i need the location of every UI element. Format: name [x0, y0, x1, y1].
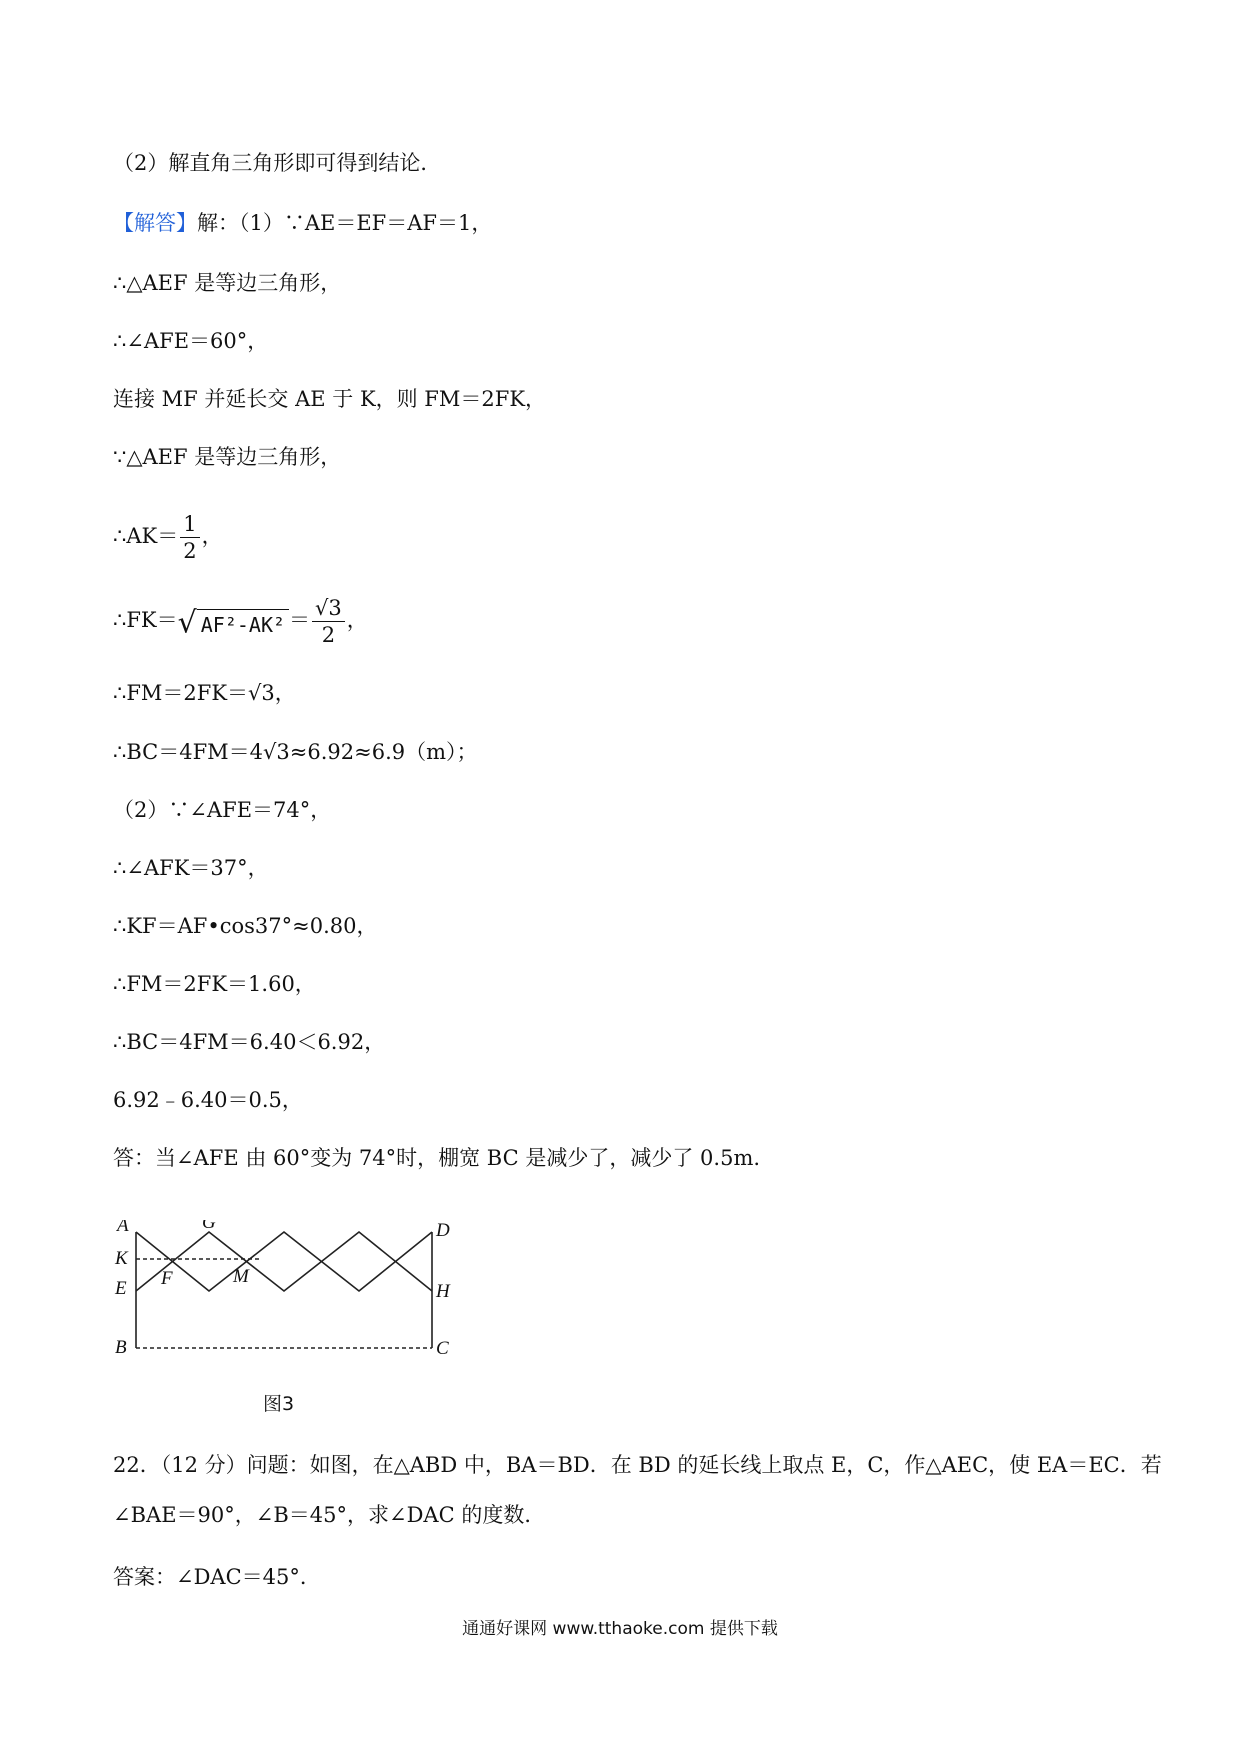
- text-line-10: ∴BC＝4FM＝4√3≈6.92≈6.9（m）；: [113, 740, 478, 764]
- text-line-3: ∴△AEF 是等边三角形，: [113, 271, 342, 295]
- label-B: B: [115, 1337, 127, 1358]
- text-line-4: ∴∠AFE＝60°，: [113, 329, 269, 353]
- radicand: AF²-AK²: [197, 609, 289, 638]
- label-G: G: [202, 1220, 216, 1233]
- label-E: E: [115, 1278, 127, 1299]
- solution-line-1: 解：（1）∵AE＝EF＝AF＝1，: [197, 211, 493, 235]
- label-A: A: [117, 1220, 129, 1236]
- figure-3: [105, 1220, 465, 1424]
- fk-label: ∴FK＝: [113, 608, 178, 632]
- label-H: H: [436, 1281, 450, 1302]
- fraction-denominator: 2: [183, 539, 197, 563]
- square-root: [178, 592, 289, 652]
- label-M: M: [233, 1266, 249, 1287]
- radical-icon: √: [177, 605, 197, 640]
- comma: ，: [201, 524, 223, 548]
- solution-tag: 【解答】: [113, 211, 197, 235]
- label-C: C: [436, 1338, 449, 1359]
- zigzag-lower: [136, 1232, 432, 1291]
- question-22-line-1: 22．（12 分）问题：如图，在△ABD 中，BA＝BD．在 BD 的延长线上取点 E，C，作△AEC，使 EA＝EC．若: [113, 1453, 1162, 1477]
- comma: ，: [346, 608, 368, 632]
- question-22-line-2: ∠BAE＝90°，∠B＝45°，求∠DAC 的度数．: [113, 1503, 546, 1527]
- text-line-13: ∴KF＝AF•cos37°≈0.80，: [113, 914, 378, 938]
- text-line-12: ∴∠AFK＝37°，: [113, 856, 269, 880]
- text-line-15: ∴BC＝4FM＝6.40＜6.92，: [113, 1030, 386, 1054]
- text-line-11: （2）∵∠AFE＝74°，: [113, 798, 332, 822]
- page-footer: 通通好课网 www.tthaoke.com 提供下载: [462, 1619, 778, 1639]
- label-K: K: [115, 1248, 128, 1269]
- fraction-one-half: [180, 511, 199, 564]
- solution-heading-line: [113, 208, 492, 238]
- fraction-denominator: 2: [321, 623, 336, 647]
- truss-diagram: [105, 1220, 465, 1420]
- text-line-1: （2）解直角三角形即可得到结论．: [113, 151, 442, 175]
- fraction-root3-half: [312, 595, 345, 648]
- label-F: F: [161, 1268, 173, 1289]
- answer-line: 答案：∠DAC＝45°．: [113, 1565, 321, 1589]
- text-line-5: 连接 MF 并延长交 AE 于 K，则 FM＝2FK，: [113, 387, 547, 411]
- zigzag-upper: [136, 1232, 432, 1291]
- text-line-14: ∴FM＝2FK＝1.60，: [113, 972, 316, 996]
- text-line-16: 6.92﹣6.40＝0.5，: [113, 1088, 303, 1112]
- fraction-numerator: √3: [312, 595, 345, 622]
- text-line-17: 答：当∠AFE 由 60°变为 74°时，棚宽 BC 是减少了，减少了 0.5m.: [113, 1146, 761, 1170]
- text-line-9: ∴FM＝2FK＝√3，: [113, 681, 296, 705]
- label-D: D: [436, 1220, 450, 1241]
- equals-sign: ＝: [289, 608, 311, 632]
- text-line-8: [113, 590, 368, 652]
- text-line-7: [113, 508, 223, 564]
- ak-label: ∴AK＝: [113, 524, 179, 548]
- fraction-numerator: 1: [180, 511, 199, 538]
- figure-caption: 图3: [263, 1393, 295, 1415]
- text-line-6: ∵△AEF 是等边三角形，: [113, 445, 342, 469]
